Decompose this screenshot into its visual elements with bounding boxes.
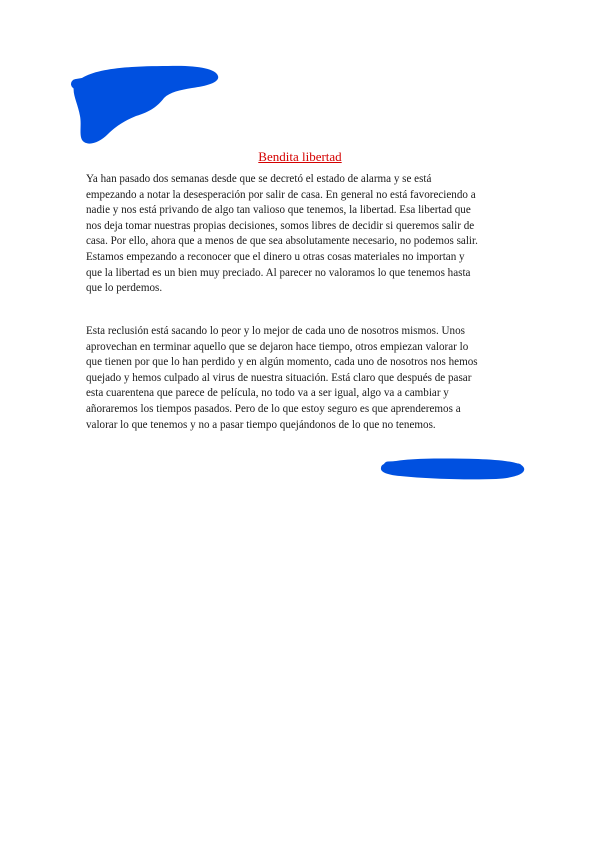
text-line: que lo perdemos. — [86, 282, 163, 295]
redaction-scribble-signature — [378, 452, 528, 482]
text-line: que la libertad es un bien muy preciado. Al parecer no valoramos lo que tenemos hasta — [86, 266, 471, 279]
text-line: quejado y hemos culpado al virus de nuestra situación. Está claro que después de pasar — [86, 371, 472, 384]
text-line: casa. Por ello, ahora que a menos de que sea absolutamente necesario, no podemos salir. — [86, 235, 478, 248]
paragraph-2 — [86, 324, 514, 433]
text-line: esta cuarentena que parece de película, no todo va a ser igual, algo va a cambiar y — [86, 387, 449, 400]
text-line: Esta reclusión está sacando lo peor y lo mejor de cada uno de nosotros mismos. Unos — [86, 325, 465, 337]
text-line: valorar lo que tenemos y no a pasar tiempo quejándonos de lo que no tenemos. — [86, 418, 436, 431]
document-title: Bendita libertad — [258, 149, 342, 164]
text-line: aprovechan en terminar aquello que se dejaron hace tiempo, otros empiezan valorar lo — [86, 340, 469, 353]
text-line: nadie y nos está privando de algo tan valioso que tenemos, la libertad. Esa libertad que — [86, 204, 471, 217]
paragraph-1 — [86, 172, 514, 297]
text-line: empezando a notar la desesperación por salir de casa. En general no está favoreciendo a — [86, 188, 476, 201]
text-line: nos deja tomar nuestras propias decisiones, somos libres de decidir si queremos salir de — [86, 219, 475, 232]
text-line: Ya han pasado dos semanas desde que se decretó el estado de alarma y se está — [86, 173, 432, 185]
redaction-scribble-top — [70, 60, 222, 148]
text-line: Estamos empezando a reconocer que el dinero u otras cosas materiales no importan y — [86, 250, 465, 263]
text-line: añoraremos los tiempos pasados. Pero de lo que estoy seguro es que aprenderemos a — [86, 402, 461, 415]
text-line: que tienen por que lo han perdido y en algún momento, cada uno de nosotros nos hemos — [86, 356, 478, 369]
